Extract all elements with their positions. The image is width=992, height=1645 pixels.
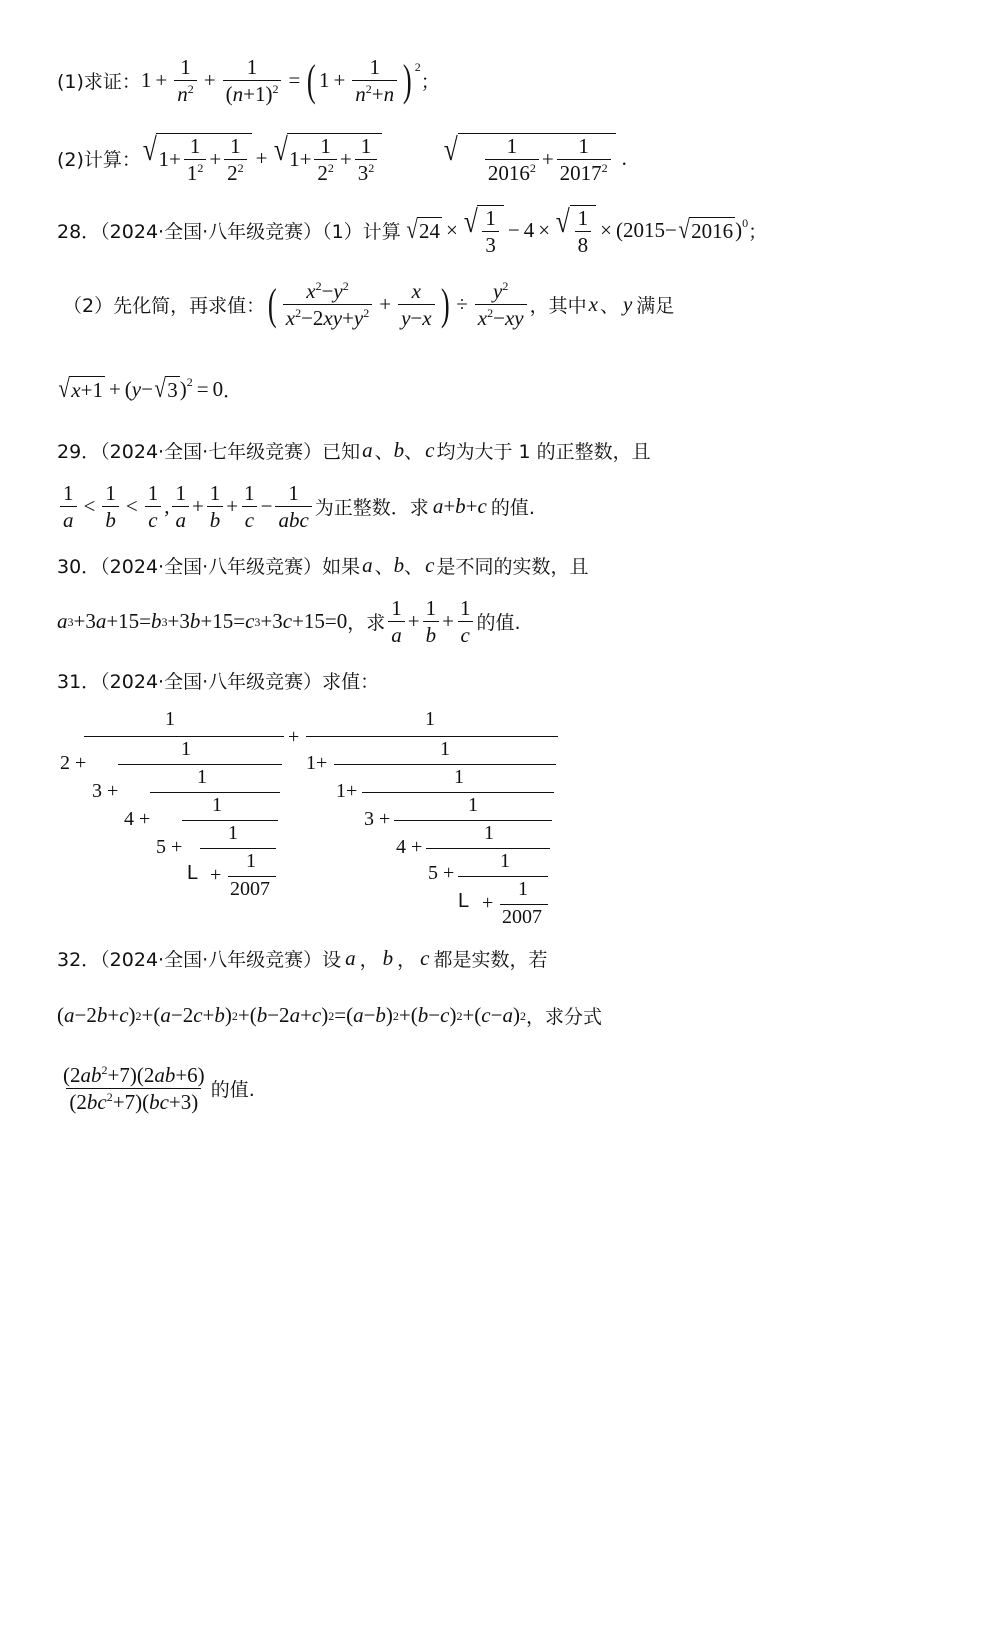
q28-condition: √ x +1 + ( y − √ 3 ) $^2$ = 0 ． xyxy=(58,374,243,403)
part-2-compute xyxy=(57,133,627,184)
question-30: 30．（2024·全国·八年级竞赛）如果 a 、 b 、 c 是不同的实数，且 xyxy=(57,553,589,578)
q29-heading: 29．（2024·全国·七年级竞赛）已知 xyxy=(57,441,361,463)
sqrt-sum-formula: √ 1+ $\frac{1}{1^2}$ + $\frac{1}{2^2}$ + √ 1+ $\frac{1}{2^2}$ + $\frac{1}{3^2}$ √ $\frac{1}{2016^2}$ + $\frac{1}{2017^2}$ . xyxy=(142,131,627,186)
question-29: 29．（2024·全国·七年级竞赛）已知 a 、 b 、 c 均为大于 1 的正整数，且 xyxy=(57,438,651,463)
q29-condition: $\frac{1}{a}$ < $\frac{1}{b}$ < $\frac{1}{c}$ , $\frac{1}{a}$ + $\frac{1}{b}$ + $\frac{1}{c}$ − $\frac{1}{\text{abc}}$ 为正整数．求 a + b + c 的值. xyxy=(57,482,535,531)
identity-formula: 1 + $\frac{1}{n^2}$ + $\frac{1}{(n+1)^2}$ = ( 1 + $\frac{1}{n^2+n}$ ) $^2$ ； xyxy=(140,55,440,107)
q30-condition: a 3 +3 a +15= b 3 +3 b +15= c 3 +3 c +15=0 ，求 $\frac{1}{a}$ + $\frac{1}{b}$ + $\frac{1}{c}$ 的值. xyxy=(57,596,521,648)
q28-expression: √ 24 × √ $\frac{1}{3}$ − 4 × √ $\frac{1}{8}$ × ( 2015 − √ 2016 ) $^0$ ； xyxy=(406,203,768,258)
document-page: (1)求证： 1 + $\frac{1}{n^2}$ + $\frac{1}{(n+1)^2}$ = ( 1 + $\frac{1}{n^2+n}$ ) $^2$ ； (2)计算： √ 1+ $\frac{1}{1^2}$ + $\frac{1}{2^2}$ + √ 1+ $\frac{1}{2^2}$ + $\frac{1}{3^2}$ √ $\frac{1}{2016^2}$ + $\frac{1}{2017^2}$ . 28．（2024·全国·八年级竞赛）（1）计算 √ 24 × √ $\frac{1}{3}$ − 4 × √ $\frac{1}{8}$ × ( 2015 − √ 2016 ) $^0$ ； （2）先化简，再求值： ( $\frac{x^2-y^2}{x^2-2xy+y^2}$ + $\frac{x}{y-x}$ ) ÷ $\frac{y^2}{x^2-xy}$ ，其中 x 、 y 满足 √ x +1 + ( y − √ 3 ) $^2$ = 0 ． 29．（2024·全国·七年级竞赛）已知 a 、 b 、 c 均为大于 1 的正整数，且 $\frac{1}{a}$ < $\frac{1}{b}$ < $\frac{1}{c}$ , $\frac{1}{a}$ + $\frac{1}{b}$ + $\frac{1}{c}$ − $\frac{1}{\text{abc}}$ 为正整数．求 a + b + c 的值. 30．（2024·全国·八年级竞赛）如果 a 、 b 、 c 是不同的实数，且 a 3 +3 a +15= b 3 +3 b +15= c 3 +3 c +15=0 ，求 $\frac{1}{a}$ + $\frac{1}{b}$ + $\frac{1}{c}$ 的值. 31．（2024·全国·八年级竞赛）求值： 1 2 + 1 3 + 1 4 + 1 5 + 1 L + 1 2007 + 1 1+ 1 1+ 1 3 + 1 4 + 1 5 + 1 L + 1 2007 32．（2024·全国·八年级竞赛）设 a ， b ， c 都是实数，若 ( a −2 b + c ) 2 +( a −2 c + b ) 2 +( b −2 a + c ) 2 =( a − b ) 2 +( b − c ) 2 +( c − a ) 2 ，求分式 $\frac{(2ab^2+7)(2ab+6)}{(2bc^2+7)(bc+3)}$ 的值. xyxy=(57,55,768,1115)
question-31 xyxy=(57,667,379,694)
part-1-prove xyxy=(57,56,440,105)
q28-heading: 28．（2024·全国·八年级竞赛）（1）计算 xyxy=(57,221,401,244)
question-28-part-1 xyxy=(57,205,767,256)
q32-condition: ( a −2 b + c ) 2 +( a −2 c + b ) 2 +( b −2 a + c ) 2 =( a − b ) 2 +( b − c ) 2 +( c − a ) 2 ，求分式 xyxy=(57,1003,602,1028)
q31-heading: 31．（2024·全国·八年级竞赛）求值： xyxy=(57,671,380,693)
q32-heading: 32．（2024·全国·八年级竞赛）设 xyxy=(57,949,342,971)
part-2-label: (2)计算： xyxy=(57,149,141,172)
part-1-label: (1)求证： xyxy=(57,71,141,94)
q30-heading: 30．（2024·全国·八年级竞赛）如果 xyxy=(57,556,361,578)
question-28-part-2 xyxy=(63,280,674,329)
q32-fraction: $\frac{(2ab^2+7)(2ab+6)}{(2bc^2+7)(bc+3)}$ 的值. xyxy=(63,1063,255,1115)
question-32: 32．（2024·全国·八年级竞赛）设 a ， b ， c 都是实数，若 xyxy=(57,946,548,971)
q28-part-2-label: （2）先化简，再求值： xyxy=(63,295,266,318)
cf-plus: + xyxy=(288,726,300,748)
q28-simplify-expression: ( $\frac{x^2-y^2}{x^2-2xy+y^2}$ + $\frac{x}{y-x}$ ) ÷ $\frac{y^2}{x^2-xy}$ ，其中 x 、 y 满足 xyxy=(268,279,675,331)
